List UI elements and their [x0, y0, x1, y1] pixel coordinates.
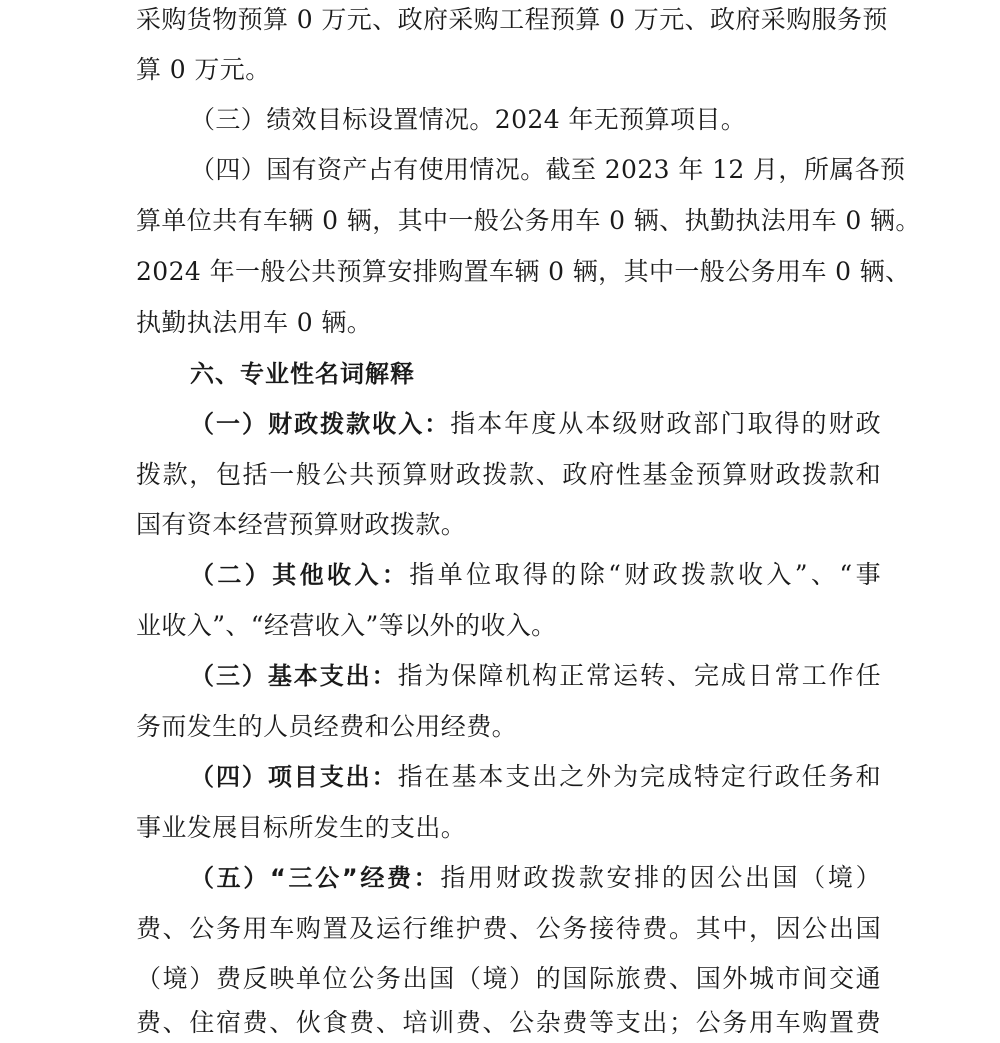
paragraph-line: 事业发展目标所发生的支出。	[136, 813, 467, 842]
paragraph-line: 算 0 万元。	[136, 55, 271, 84]
paragraph-line: 业收入”、“经营收入”等以外的收入。	[136, 611, 557, 640]
term-label: （四）项目支出：	[190, 763, 398, 791]
paragraph-line: （境）费反映单位公务出国（境）的国际旅费、国外城市间交通	[136, 964, 881, 993]
paragraph-line: （二）其他收入：指单位取得的除“财政拨款收入”、“事	[190, 560, 881, 589]
paragraph-line: 执勤执法用车 0 辆。	[136, 308, 373, 337]
term-label: （二）其他收入：	[190, 561, 410, 589]
paragraph-line: （一）财政拨款收入：指本年度从本级财政部门取得的财政	[190, 409, 882, 438]
section-heading: 六、专业性名词解释	[190, 360, 415, 388]
term-label: （三）基本支出：	[190, 662, 398, 690]
paragraph-line: 费、住宿费、伙食费、培训费、公杂费等支出；公务用车购置费	[136, 1008, 881, 1037]
paragraph-line: 算单位共有车辆 0 辆，其中一般公务用车 0 辆、执勤执法用车 0 辆。	[136, 206, 921, 235]
paragraph-line: （五）“三公”经费：指用财政拨款安排的因公出国（境）	[190, 863, 882, 892]
paragraph-line: （三）绩效目标设置情况。2024 年无预算项目。	[190, 105, 747, 134]
term-label: （一）财政拨款收入：	[190, 410, 451, 438]
paragraph-line: 费、公务用车购置及运行维护费、公务接待费。其中，因公出国	[136, 914, 881, 943]
term-label: （五）“三公”经费：	[190, 864, 441, 892]
paragraph-line: 2024 年一般公共预算安排购置车辆 0 辆，其中一般公务用车 0 辆、	[136, 257, 911, 286]
paragraph-line: （四）国有资产占有使用情况。截至 2023 年 12 月，所属各预	[190, 155, 906, 184]
paragraph-line: 采购货物预算 0 万元、政府采购工程预算 0 万元、政府采购服务预	[136, 5, 888, 34]
paragraph-line: （三）基本支出：指为保障机构正常运转、完成日常工作任	[190, 661, 882, 690]
paragraph-line: 拨款，包括一般公共预算财政拨款、政府性基金预算财政拨款和	[136, 460, 881, 489]
paragraph-line: 务而发生的人员经费和公用经费。	[136, 712, 518, 741]
paragraph-line: （四）项目支出：指在基本支出之外为完成特定行政任务和	[190, 762, 882, 791]
paragraph-line: 国有资本经营预算财政拨款。	[136, 510, 467, 539]
